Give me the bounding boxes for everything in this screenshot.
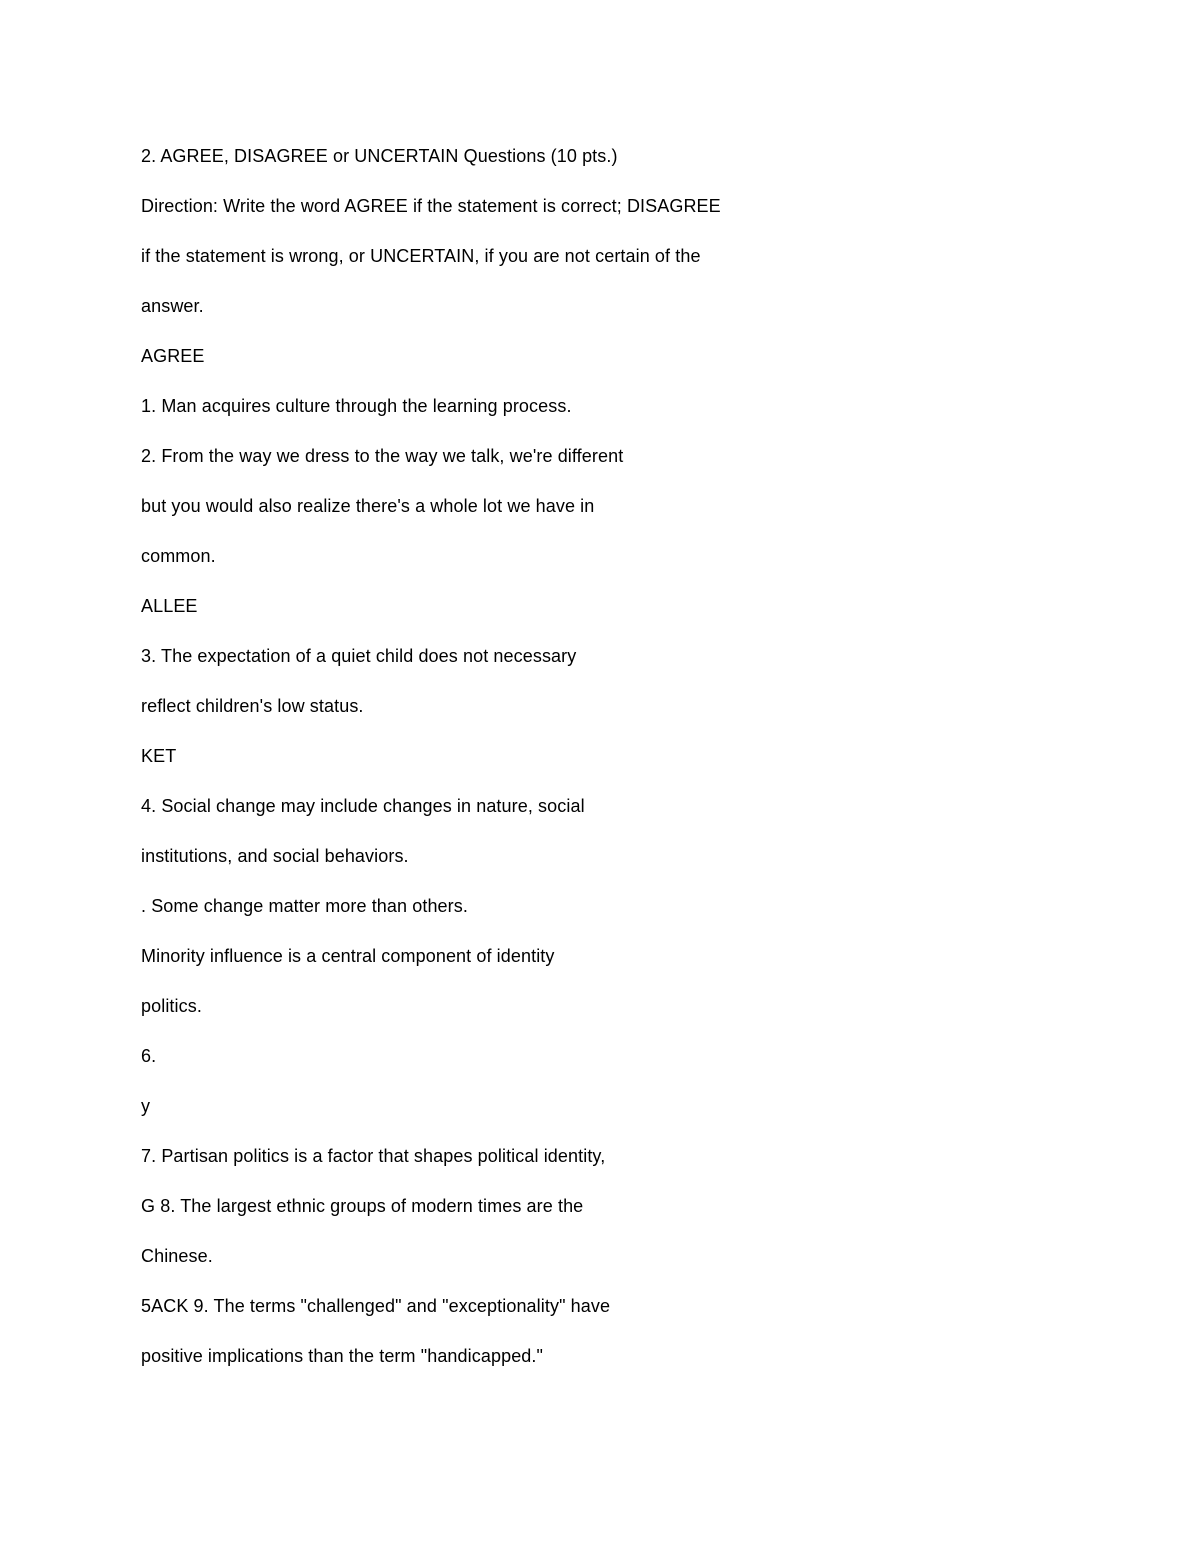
question-9: 5ACK 9. The terms "challenged" and "exceptionality" have [141,1296,611,1316]
directions-line: if the statement is wrong, or UNCERTAIN, if you are not certain of the [141,246,701,266]
question-8-continued: Chinese. [141,1246,213,1266]
answer-label: KET [141,746,177,766]
directions-line: answer. [141,296,204,316]
question-line: . Some change matter more than others. [141,896,468,916]
question-9-continued: positive implications than the term "handicapped." [141,1346,544,1366]
answer-label: AGREE [141,346,205,366]
question-6: 6. [141,1046,157,1066]
directions-line: Direction: Write the word AGREE if the statement is correct; DISAGREE [141,196,721,216]
question-line: politics. [141,996,202,1016]
document-body [141,141,1041,1391]
question-1: 1. Man acquires culture through the learning process. [141,396,572,416]
question-4-continued: institutions, and social behaviors. [141,846,409,866]
question-7: 7. Partisan politics is a factor that shapes political identity, [141,1146,606,1166]
question-4: 4. Social change may include changes in nature, social [141,796,585,816]
question-2-continued: but you would also realize there's a whole lot we have in [141,496,595,516]
answer-label: y [141,1096,151,1116]
section-heading: 2. AGREE, DISAGREE or UNCERTAIN Questions (10 pts.) [141,146,618,166]
answer-label: ALLEE [141,596,198,616]
question-3-continued: reflect children's low status. [141,696,364,716]
question-8: G 8. The largest ethnic groups of modern times are the [141,1196,584,1216]
question-line: Minority influence is a central component of identity [141,946,555,966]
question-2: 2. From the way we dress to the way we talk, we're different [141,446,624,466]
question-2-continued: common. [141,546,216,566]
question-3: 3. The expectation of a quiet child does not necessary [141,646,577,666]
